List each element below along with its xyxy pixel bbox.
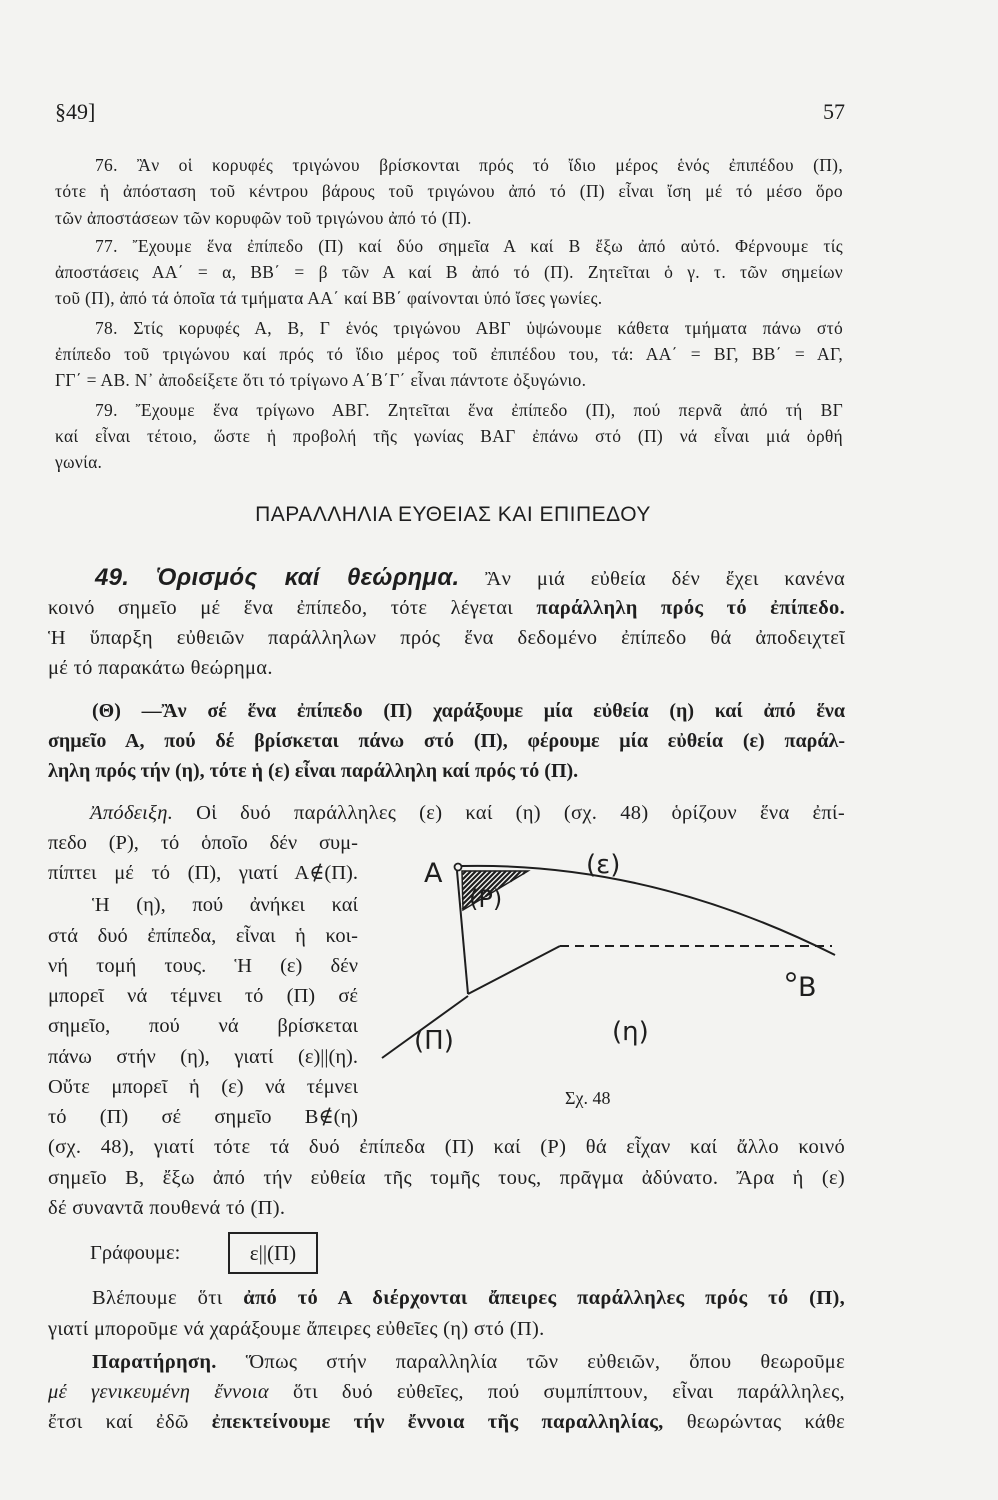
- exercise-79-line: καί εἶναι τέτοιο, ὥστε ἡ προβολή τῆς γωνίας ΒΑΓ ἐπάνω στό (Π) νά εἶναι μιά ὀρθή: [55, 426, 843, 446]
- exercise-78-line: ἐπίπεδο τοῦ τριγώνου καί πρός τό ἴδιο μέρος τοῦ ἐπιπέδου του, τά: ΑΑ΄ = ΒΓ, ΒΒ΄ = ΑΓ,: [55, 344, 843, 364]
- definition-line: μέ τό παρακάτω θεώρημα.: [48, 657, 273, 679]
- line-e: [462, 866, 835, 955]
- notation-label: Γράφουμε:: [90, 1242, 181, 1264]
- exercise-77-line: ἀποστάσεις ΑΑ΄ = α, ΒΒ΄ = β τῶν Α καί Β ἀπό τό (Π). Ζητεῖται ὁ γ. τ. τῶν σημείων: [55, 262, 843, 282]
- label-line-e: (ε): [586, 850, 621, 880]
- proof-line: τό (Π) σέ σημεῖο Β∉(η): [48, 1106, 358, 1128]
- definition-line: Ἡ ὕπαρξη εὐθειῶν παράλληλων πρός ἕνα δεδομένο ἐπίπεδο θά ἀποδειχτεῖ: [48, 627, 845, 649]
- label-line-eta: (η): [612, 1017, 649, 1047]
- remark-bold: ἐπεκτείνουμε τήν ἔννοια τῆς παραλληλίας,: [211, 1411, 664, 1433]
- conclusion-intro: Βλέπουμε ὅτι: [92, 1287, 223, 1309]
- exercise-76-line: τότε ἡ ἀπόσταση τοῦ κέντρου βάρους τοῦ τριγώνου ἀπό τό (Π) εἶναι ἴση μέ τό μέσο ὅρο: [55, 181, 843, 201]
- plane-p-edge: [468, 946, 560, 994]
- exercise-77-line: 77. Ἔχουμε ἕνα ἐπίπεδο (Π) καί δύο σημεῖα Α καί Β ἔξω ἀπό αὐτό. Φέρνουμε τίς: [95, 236, 843, 256]
- remark-text: ἔτσι καί ἐδῶ: [48, 1411, 189, 1433]
- figure-caption: Σχ. 48: [565, 1088, 611, 1108]
- exercise-76-line: τῶν ἀποστάσεων τῶν κορυφῶν τοῦ τριγώνου ἀπό τό (Π).: [55, 208, 472, 228]
- theorem-line: (Θ) —Ἂν σέ ἕνα ἐπίπεδο (Π) χαράξουμε μία εὐθεία (η) καί ἀπό ἕνα: [92, 700, 845, 722]
- proof-text: Οἱ δυό παράλληλες (ε) καί (η) (σχ. 48) ὁρίζουν ἕνα ἐπί-: [196, 802, 845, 824]
- definition-term: παράλληλη πρός τό ἐπίπεδο.: [536, 597, 845, 619]
- remark-label: Παρατήρηση.: [92, 1351, 217, 1373]
- proof-line: μπορεῖ νά τέμνει τό (Π) σέ: [48, 985, 358, 1007]
- exercise-78-line: ΓΓ΄ = ΑΒ. Ν᾿ ἀποδείξετε ὅτι τό τρίγωνο Α΄Β΄Γ΄ εἶναι πάντοτε ὀξυγώνιο.: [55, 370, 587, 390]
- point-b-marker: [787, 973, 795, 981]
- exercise-78-line: 78. Στίς κορυφές Α, Β, Γ ἑνός τριγώνου ΑΒΓ ὑψώνουμε κάθετα τμήματα πάνω στό: [95, 318, 843, 338]
- remark-line: [92, 1347, 845, 1377]
- point-a-marker: [455, 864, 462, 871]
- proof-line: στά δυό ἐπίπεδα, εἶναι ἡ κοι-: [48, 925, 358, 947]
- proof-label: Ἀπόδειξη.: [90, 802, 174, 824]
- theorem-line: σημεῖο Α, πού δέ βρίσκεται πάνω στό (Π), φέρουμε μία εὐθεία (ε) παράλ-: [48, 730, 845, 752]
- proof-line: πίπτει μέ τό (Π), γιατί Α∉(Π).: [48, 862, 358, 884]
- remark-text: ὅτι δυό εὐθεῖες, πού συμπίπτουν, εἶναι παράλληλες,: [293, 1381, 845, 1403]
- label-plane-pi: (Π): [414, 1026, 454, 1056]
- theorem-line: ληλη πρός τήν (η), τότε ἡ (ε) εἶναι παράλληλη καί πρός τό (Π).: [48, 760, 579, 782]
- exercise-79-line: 79. Ἔχουμε ἕνα τρίγωνο ΑΒΓ. Ζητεῖται ἕνα ἐπίπεδο (Π), πού περνᾶ ἀπό τή ΒΓ: [95, 400, 843, 420]
- conclusion-statement: ἀπό τό Α διέρχονται ἄπειρες παράλληλες πρός τό (Π),: [243, 1287, 845, 1309]
- remark-text: θεωρώντας κάθε: [686, 1411, 845, 1433]
- section-title: ΠΑΡΑΛΛΗΛΙΑ ΕΥΘΕΙΑΣ ΚΑΙ ΕΠΙΠΕΔΟΥ: [255, 503, 651, 526]
- conclusion-line: [92, 1283, 845, 1313]
- proof-line: πάνω στήν (η), γιατί (ε)||(η).: [48, 1046, 358, 1068]
- remark-text: Ὅπως στήν παραλληλία τῶν εὐθειῶν, ὅπου θεωροῦμε: [245, 1351, 845, 1373]
- figure-48: [370, 840, 850, 1120]
- label-point-a: Α: [424, 858, 443, 889]
- remark-italic: μέ γενικευμένη ἔννοια: [48, 1381, 269, 1403]
- proof-line: νή τομή τους. Ἡ (ε) δέν: [48, 955, 358, 977]
- remark-line: [48, 1407, 845, 1437]
- proof-line: σημεῖο Β, ἔξω ἀπό τήν εὐθεία τῆς τομῆς τους, πρᾶγμα ἀδύνατο. Ἄρα ἡ (ε): [48, 1167, 845, 1189]
- proof-line: [90, 798, 845, 828]
- proof-line: σημεῖο, πού νά βρίσκεται: [48, 1015, 358, 1037]
- exercise-77-line: τοῦ (Π), ἀπό τά ὁποῖα τά τμήματα ΑΑ΄ καί ΒΒ΄ φαίνονται ὑπό ἴσες γωνίες.: [55, 288, 603, 308]
- definition-line: [95, 563, 845, 594]
- section-marker: §49]: [55, 99, 96, 124]
- definition-line: [48, 593, 845, 623]
- proof-line: πεδο (Ρ), τό ὁποῖο δέν συμ-: [48, 832, 358, 854]
- label-plane-p: (Ρ): [469, 885, 503, 913]
- notation-formula-box: ε||(Π): [228, 1232, 318, 1274]
- label-point-b: Β: [798, 972, 817, 1003]
- definition-text: κοινό σημεῖο μέ ἕνα ἐπίπεδο, τότε λέγεται: [48, 597, 514, 619]
- exercise-79-line: γωνία.: [55, 452, 103, 472]
- proof-line: (σχ. 48), γιατί τότε τά δυό ἐπίπεδα (Π) καί (Ρ) θά εἶχαν καί ἄλλο κοινό: [48, 1136, 845, 1158]
- definition-text: Ἂν μιά εὐθεία δέν ἔχει κανένα: [485, 568, 845, 590]
- remark-line: [48, 1377, 845, 1407]
- page-number: 57: [823, 99, 845, 124]
- conclusion-line: γιατί μποροῦμε νά χαράξουμε ἄπειρες εὐθεῖες (η) στό (Π).: [48, 1318, 545, 1340]
- proof-line: δέ συναντᾶ πουθενά τό (Π).: [48, 1197, 286, 1219]
- exercise-76-line: 76. Ἂν οἱ κορυφές τριγώνου βρίσκονται πρός τό ἴδιο μέρος ἑνός ἐπιπέδου (Π),: [95, 155, 843, 175]
- proof-line: Ἡ (η), πού ἀνήκει καί: [92, 894, 358, 916]
- section-49-heading: 49. Ὁρισμός καί θεώρημα.: [95, 564, 460, 591]
- proof-line: Οὔτε μπορεῖ ἡ (ε) νά τέμνει: [48, 1076, 358, 1098]
